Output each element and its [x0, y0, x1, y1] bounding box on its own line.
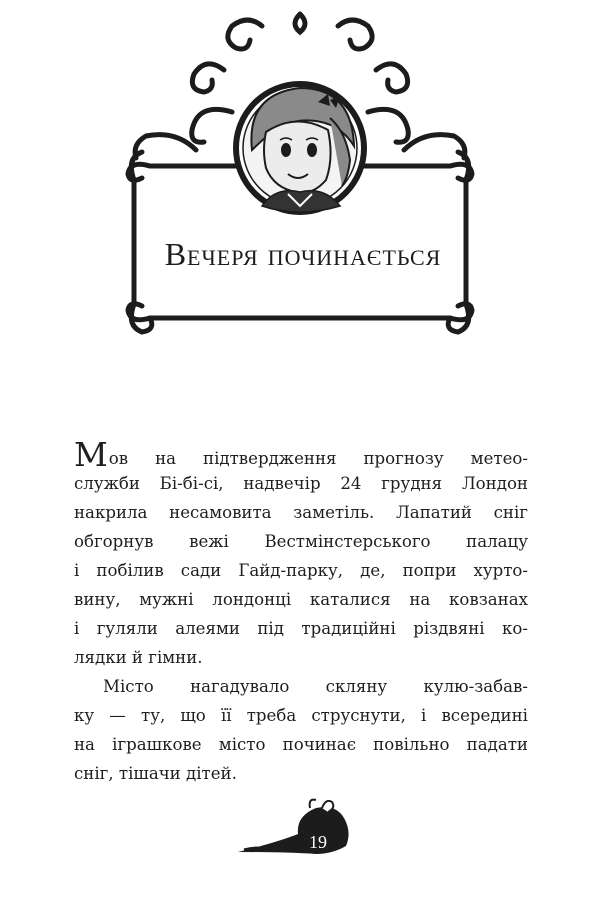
text-line: ку — ту, що її треба струснути, і всередині	[74, 706, 528, 725]
text-line: на іграшкове місто починає повільно падати	[74, 735, 528, 754]
text-line: і гуляли алеями під традиційні різдвяні ко-	[74, 619, 528, 638]
drop-cap: М	[74, 435, 108, 474]
text-line: сніг, тішачи дітей.	[74, 764, 237, 783]
text-line: служби Бі-бі-сі, надвечір 24 грудня Лондон	[74, 474, 528, 493]
paragraph-2	[74, 672, 528, 788]
chapter-title: Вечеря починається	[164, 236, 442, 272]
girl-portrait-icon	[236, 84, 364, 212]
text-line	[74, 435, 528, 474]
text-line: накрила несамовита заметіль. Лапатий сніг	[74, 503, 528, 522]
text-line: обгорнув вежі Вестмінстерського палацу	[74, 532, 528, 551]
paragraph-1	[74, 435, 528, 672]
text-line: вину, мужні лондонці каталися на ковзанах	[74, 590, 528, 609]
text-line: Місто нагадувало скляну кулю-забав-	[103, 677, 528, 696]
text-line-content: ов на підтвердження прогнозу метео-	[108, 449, 528, 468]
text-line: і побілив сади Гайд-парку, де, попри хурто-	[74, 561, 528, 580]
text-line: лядки й гімни.	[74, 648, 203, 667]
page-number: 19	[309, 832, 327, 852]
body-text	[74, 435, 528, 788]
